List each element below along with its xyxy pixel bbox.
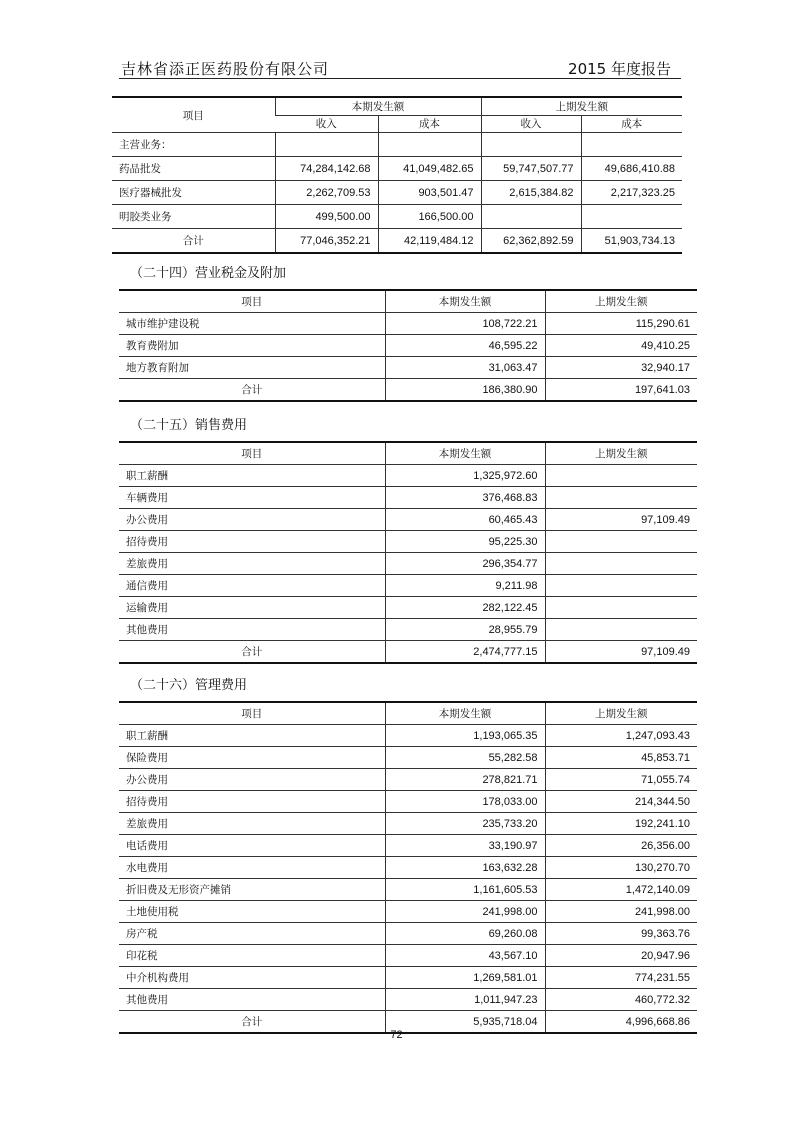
prior-amount: 26,356.00 xyxy=(545,835,697,857)
section-25-table xyxy=(119,441,697,664)
prior-income xyxy=(481,205,581,229)
prior-cost: 2,217,323.25 xyxy=(581,181,682,205)
prior-income: 59,747,507.77 xyxy=(481,157,581,181)
row-item: 其他费用 xyxy=(119,989,385,1011)
table-row xyxy=(119,553,697,575)
table-row xyxy=(119,465,697,487)
row-item: 印花税 xyxy=(119,945,385,967)
prior-amount: 130,270.70 xyxy=(545,857,697,879)
table-row xyxy=(119,857,697,879)
row-item: 电话费用 xyxy=(119,835,385,857)
row-item: 差旅费用 xyxy=(119,813,385,835)
header-current-cost: 成本 xyxy=(378,115,481,133)
row-item: 招待费用 xyxy=(119,791,385,813)
header-prior: 上期发生额 xyxy=(545,702,697,725)
header-item: 项目 xyxy=(119,702,385,725)
current-amount: 31,063.47 xyxy=(385,357,545,379)
revenue-cost-table xyxy=(112,96,682,254)
row-item: 车辆费用 xyxy=(119,487,385,509)
prior-income xyxy=(481,133,581,157)
current-amount: 1,325,972.60 xyxy=(385,465,545,487)
table-row xyxy=(112,181,682,205)
row-item: 运输费用 xyxy=(119,597,385,619)
table-row xyxy=(119,967,697,989)
row-item: 教育费附加 xyxy=(119,335,385,357)
row-item: 职工薪酬 xyxy=(119,725,385,747)
current-income: 499,500.00 xyxy=(275,205,378,229)
prior-amount xyxy=(545,531,697,553)
header-current: 本期发生额 xyxy=(385,702,545,725)
table-row xyxy=(119,531,697,553)
current-income: 74,284,142.68 xyxy=(275,157,378,181)
table-row xyxy=(119,313,697,335)
header-prior: 上期发生额 xyxy=(481,97,682,115)
table-row xyxy=(112,157,682,181)
header-prior-cost: 成本 xyxy=(581,115,682,133)
table-row xyxy=(119,747,697,769)
section-25-title: （二十五）销售费用 xyxy=(130,418,248,433)
row-item: 折旧费及无形资产摊销 xyxy=(119,879,385,901)
prior-amount: 99,363.76 xyxy=(545,923,697,945)
row-item: 医疗器械批发 xyxy=(112,181,275,205)
table-row xyxy=(119,619,697,641)
row-item: 地方教育附加 xyxy=(119,357,385,379)
table-row xyxy=(119,597,697,619)
total-current: 2,474,777.15 xyxy=(385,641,545,664)
table-row xyxy=(112,133,682,157)
total-label: 合计 xyxy=(241,1016,263,1028)
current-cost: 166,500.00 xyxy=(378,205,481,229)
section-26-title: （二十六）管理费用 xyxy=(130,678,248,693)
table-row xyxy=(119,791,697,813)
current-amount: 376,468.83 xyxy=(385,487,545,509)
row-item: 保险费用 xyxy=(119,747,385,769)
header-current: 本期发生额 xyxy=(385,442,545,465)
row-item: 药品批发 xyxy=(112,157,275,181)
total-prior: 197,641.03 xyxy=(545,379,697,402)
row-item: 招待费用 xyxy=(119,531,385,553)
table-row xyxy=(119,835,697,857)
total-row xyxy=(119,379,697,402)
total-label: 合计 xyxy=(241,646,263,658)
current-cost: 903,501.47 xyxy=(378,181,481,205)
table-header-row xyxy=(119,702,697,725)
table-row xyxy=(119,879,697,901)
table-row xyxy=(119,989,697,1011)
row-item: 其他费用 xyxy=(119,619,385,641)
row-item: 通信费用 xyxy=(119,575,385,597)
current-cost xyxy=(378,133,481,157)
row-item: 房产税 xyxy=(119,923,385,945)
prior-amount xyxy=(545,553,697,575)
row-item: 主营业务： xyxy=(112,133,275,157)
row-item: 水电费用 xyxy=(119,857,385,879)
total-current-income: 77,046,352.21 xyxy=(275,229,378,254)
current-amount: 95,225.30 xyxy=(385,531,545,553)
table-row xyxy=(119,725,697,747)
current-amount: 43,567.10 xyxy=(385,945,545,967)
prior-cost xyxy=(581,133,682,157)
prior-amount: 49,410.25 xyxy=(545,335,697,357)
table-row xyxy=(119,487,697,509)
total-row xyxy=(112,229,682,254)
current-income: 2,262,709.53 xyxy=(275,181,378,205)
total-current: 5,935,718.04 xyxy=(385,1011,545,1034)
table-row xyxy=(119,769,697,791)
prior-amount: 45,853.71 xyxy=(545,747,697,769)
current-amount: 9,211.98 xyxy=(385,575,545,597)
current-amount: 1,193,065.35 xyxy=(385,725,545,747)
section-24-table xyxy=(119,289,697,402)
row-item: 中介机构费用 xyxy=(119,967,385,989)
table-row xyxy=(119,901,697,923)
current-amount: 296,354.77 xyxy=(385,553,545,575)
prior-amount xyxy=(545,487,697,509)
header-item: 项目 xyxy=(119,290,385,313)
prior-amount: 192,241.10 xyxy=(545,813,697,835)
current-amount: 60,465.43 xyxy=(385,509,545,531)
current-amount: 1,011,947.23 xyxy=(385,989,545,1011)
prior-income: 2,615,384.82 xyxy=(481,181,581,205)
current-amount: 163,632.28 xyxy=(385,857,545,879)
total-label: 合计 xyxy=(182,235,204,247)
table-row xyxy=(119,357,697,379)
header-prior: 上期发生额 xyxy=(545,442,697,465)
prior-amount: 20,947.96 xyxy=(545,945,697,967)
total-current: 186,380.90 xyxy=(385,379,545,402)
row-item: 差旅费用 xyxy=(119,553,385,575)
prior-amount: 1,247,093.43 xyxy=(545,725,697,747)
current-amount: 55,282.58 xyxy=(385,747,545,769)
page-header xyxy=(119,56,681,79)
prior-amount: 1,472,140.09 xyxy=(545,879,697,901)
current-cost: 41,049,482.65 xyxy=(378,157,481,181)
header-current: 本期发生额 xyxy=(275,97,481,115)
total-row xyxy=(119,641,697,664)
current-amount: 46,595.22 xyxy=(385,335,545,357)
header-item: 项目 xyxy=(112,97,275,133)
current-amount: 69,260.08 xyxy=(385,923,545,945)
section-24-title: （二十四）营业税金及附加 xyxy=(130,266,287,281)
header-current-income: 收入 xyxy=(275,115,378,133)
header-item: 项目 xyxy=(119,442,385,465)
table-row xyxy=(119,575,697,597)
row-item: 明胶类业务 xyxy=(112,205,275,229)
prior-amount: 97,109.49 xyxy=(545,509,697,531)
current-amount: 241,998.00 xyxy=(385,901,545,923)
prior-amount: 32,940.17 xyxy=(545,357,697,379)
prior-amount xyxy=(545,597,697,619)
prior-amount: 214,344.50 xyxy=(545,791,697,813)
company-name: 吉林省添正医药股份有限公司 xyxy=(121,60,330,78)
current-income xyxy=(275,133,378,157)
table-header-row xyxy=(119,442,697,465)
section-26-table xyxy=(119,701,697,1034)
total-prior-cost: 51,903,734.13 xyxy=(581,229,682,254)
table-row xyxy=(119,813,697,835)
current-amount: 1,161,605.53 xyxy=(385,879,545,901)
current-amount: 28,955.79 xyxy=(385,619,545,641)
table-row xyxy=(112,205,682,229)
row-item: 城市维护建设税 xyxy=(119,313,385,335)
prior-cost xyxy=(581,205,682,229)
table-row xyxy=(119,509,697,531)
prior-amount xyxy=(545,575,697,597)
total-prior: 97,109.49 xyxy=(545,641,697,664)
table-row xyxy=(119,923,697,945)
prior-amount: 460,772.32 xyxy=(545,989,697,1011)
current-amount: 1,269,581.01 xyxy=(385,967,545,989)
total-prior: 4,996,668.86 xyxy=(545,1011,697,1034)
row-item: 办公费用 xyxy=(119,769,385,791)
page-number: 72 xyxy=(390,1029,403,1041)
row-item: 职工薪酬 xyxy=(119,465,385,487)
header-current: 本期发生额 xyxy=(385,290,545,313)
total-label: 合计 xyxy=(241,384,263,396)
row-item: 办公费用 xyxy=(119,509,385,531)
total-prior-income: 62,362,892.59 xyxy=(481,229,581,254)
table-header-row xyxy=(119,290,697,313)
report-title: 2015 年度报告 xyxy=(568,60,671,78)
current-amount: 178,033.00 xyxy=(385,791,545,813)
prior-amount: 115,290.61 xyxy=(545,313,697,335)
current-amount: 278,821.71 xyxy=(385,769,545,791)
current-amount: 33,190.97 xyxy=(385,835,545,857)
prior-amount xyxy=(545,465,697,487)
current-amount: 282,122.45 xyxy=(385,597,545,619)
current-amount: 235,733.20 xyxy=(385,813,545,835)
prior-amount: 241,998.00 xyxy=(545,901,697,923)
table-row xyxy=(119,945,697,967)
current-amount: 108,722.21 xyxy=(385,313,545,335)
table-row xyxy=(119,335,697,357)
total-current-cost: 42,119,484.12 xyxy=(378,229,481,254)
header-prior-income: 收入 xyxy=(481,115,581,133)
prior-amount: 71,055.74 xyxy=(545,769,697,791)
header-prior: 上期发生额 xyxy=(545,290,697,313)
prior-cost: 49,686,410.88 xyxy=(581,157,682,181)
prior-amount: 774,231.55 xyxy=(545,967,697,989)
row-item: 土地使用税 xyxy=(119,901,385,923)
prior-amount xyxy=(545,619,697,641)
